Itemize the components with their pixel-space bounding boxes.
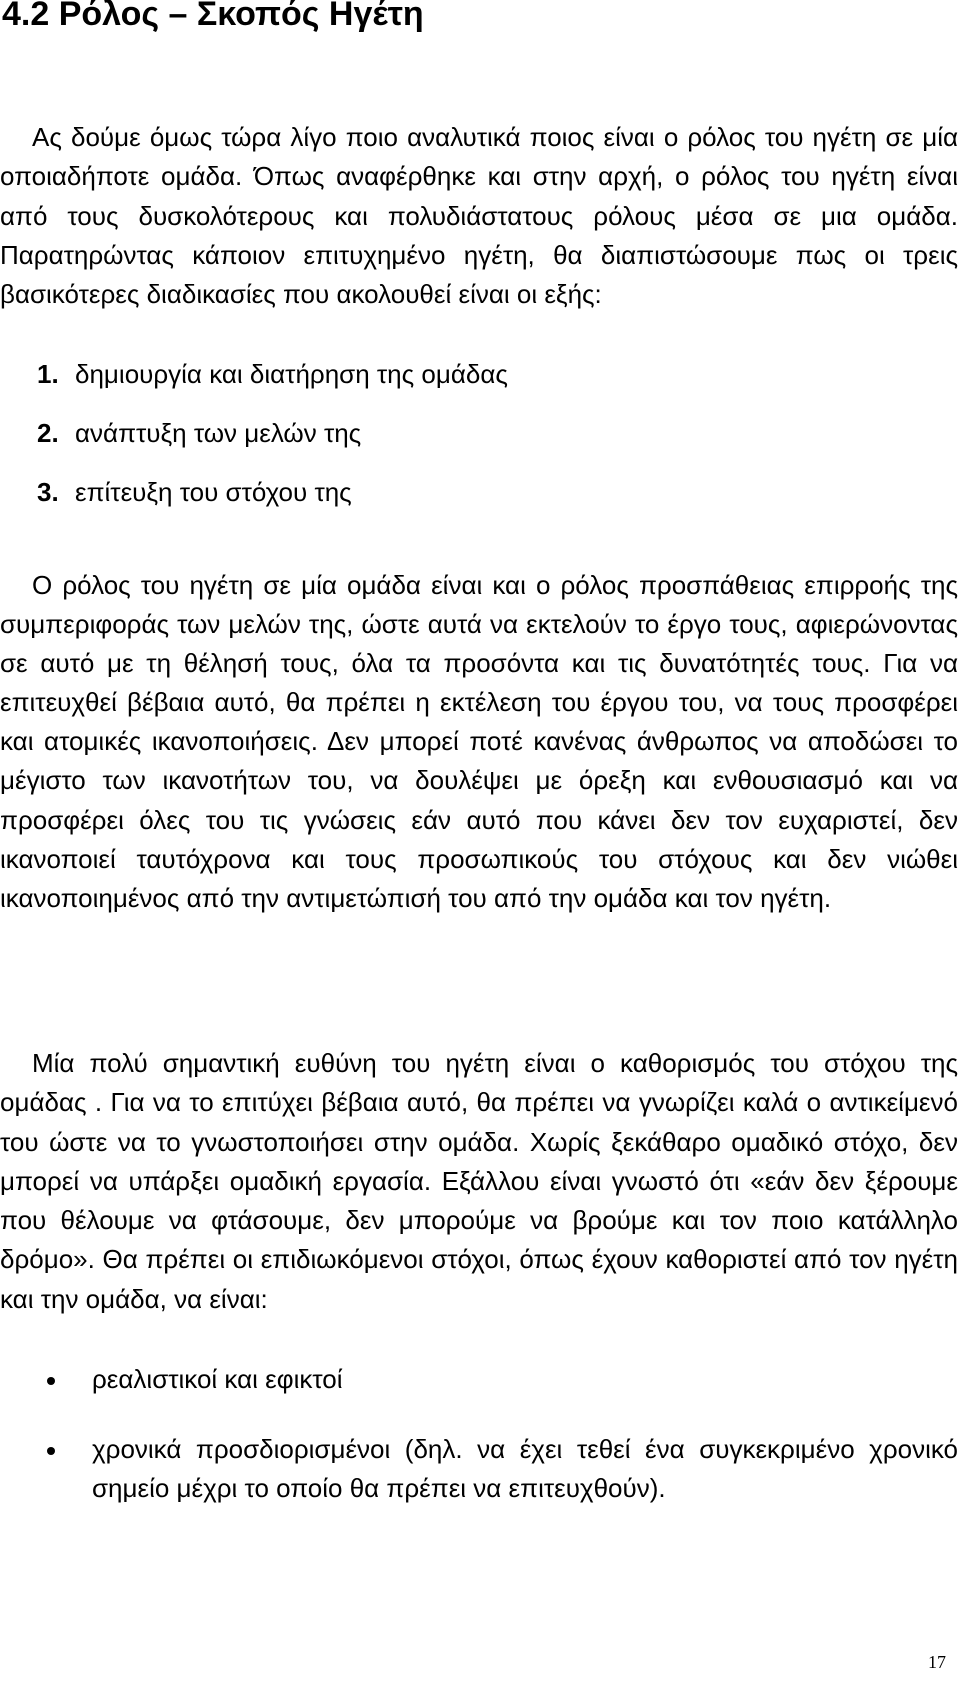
list-item bbox=[37, 358, 508, 390]
list-item bbox=[37, 476, 352, 508]
bullet-icon bbox=[47, 1377, 55, 1385]
list-item-number: 3. bbox=[37, 477, 59, 507]
page-number: 17 bbox=[928, 1652, 946, 1672]
bullet-item-text: χρονικά προσδιορισμένοι (δηλ. να έχει τεθεί ένα συγκεκριμένο χρονικό σημείο μέχρι το οποίο θα πρέπει να επιτευχθούν). bbox=[92, 1434, 958, 1504]
list-item-text: επίτευξη του στόχου της bbox=[75, 477, 352, 507]
section-heading: 4.2 Ρόλος – Σκοπός Ηγέτη bbox=[2, 0, 424, 33]
list-item-number: 2. bbox=[37, 418, 59, 448]
bullet-item-text: ρεαλιστικοί και εφικτοί bbox=[92, 1364, 343, 1394]
role-paragraph: Ο ρόλος του ηγέτη σε μία ομάδα είναι και ο ρόλος προσπάθειας επιρροής της συμπεριφοράς των μελών της, ώστε αυτά να εκτελούν το έργο τους, αφιερώνοντας σε αυτό με τη θέλησή τους, όλα τα προσόντα και τις δυνατότητές τους. Για να επιτευχθεί βέβαια αυτό, θα πρέπει η εκτέλεση του έργου του, να τους προσφέρει και ατομικές ικανοποιήσεις. Δεν μπορεί ποτέ κανένας άνθρωπος να αποδώσει το μέγιστο των ικανοτήτων του, να δουλέψει με όρεξη και ενθουσιασμό και να προσφέρει όλες του τις γνώσεις εάν αυτό που κάνει δεν τον ευχαριστεί, δεν ικανοποιεί ταυτόχρονα και τους προσωπικούς του στόχους και δεν νιώθει ικανοποιημένος από την αντιμετώπισή του από την ομάδα και τον ηγέτη. bbox=[0, 570, 958, 913]
bullet-icon bbox=[47, 1447, 55, 1455]
list-item-text: δημιουργία και διατήρηση της ομάδας bbox=[75, 359, 508, 389]
goal-paragraph: Μία πολύ σημαντική ευθύνη του ηγέτη είναι ο καθορισμός του στόχου της ομάδας . Για να το επιτύχει βέβαια αυτό, θα πρέπει να γνωρίζει καλά ο αντικείμενό του ώστε να το γνωστοποιήσει στην ομάδα. Χωρίς ξεκάθαρο ομαδικό στόχο, δεν μπορεί να υπάρξει ομαδική εργασία. Εξάλλου είναι γνωστό ότι «εάν δεν ξέρουμε που θέλουμε να φτάσουμε, δεν μπορούμε να βρούμε και τον ποιο κατάλληλο δρόμο». Θα πρέπει οι επιδιωκόμενοι στόχοι, όπως έχουν καθοριστεί από τον ηγέτη και την ομάδα, να είναι: bbox=[0, 1048, 958, 1314]
list-item bbox=[37, 417, 361, 449]
list-item-number: 1. bbox=[37, 359, 59, 389]
intro-paragraph: Ας δούμε όμως τώρα λίγο ποιο αναλυτικά ποιος είναι ο ρόλος του ηγέτη σε μία οποιαδήποτε ομάδα. Όπως αναφέρθηκε και στην αρχή, ο ρόλος του ηγέτη είναι από τους δυσκολότερους και πολυδιάστατους ρόλους μέσα σε μια ομάδα. Παρατηρώντας κάποιον επιτυχημένο ηγέτη, θα διαπιστώσουμε πως οι τρεις βασικότερες διαδικασίες που ακολουθεί είναι οι εξής: bbox=[0, 122, 958, 310]
list-item-text: ανάπτυξη των μελών της bbox=[75, 418, 362, 448]
